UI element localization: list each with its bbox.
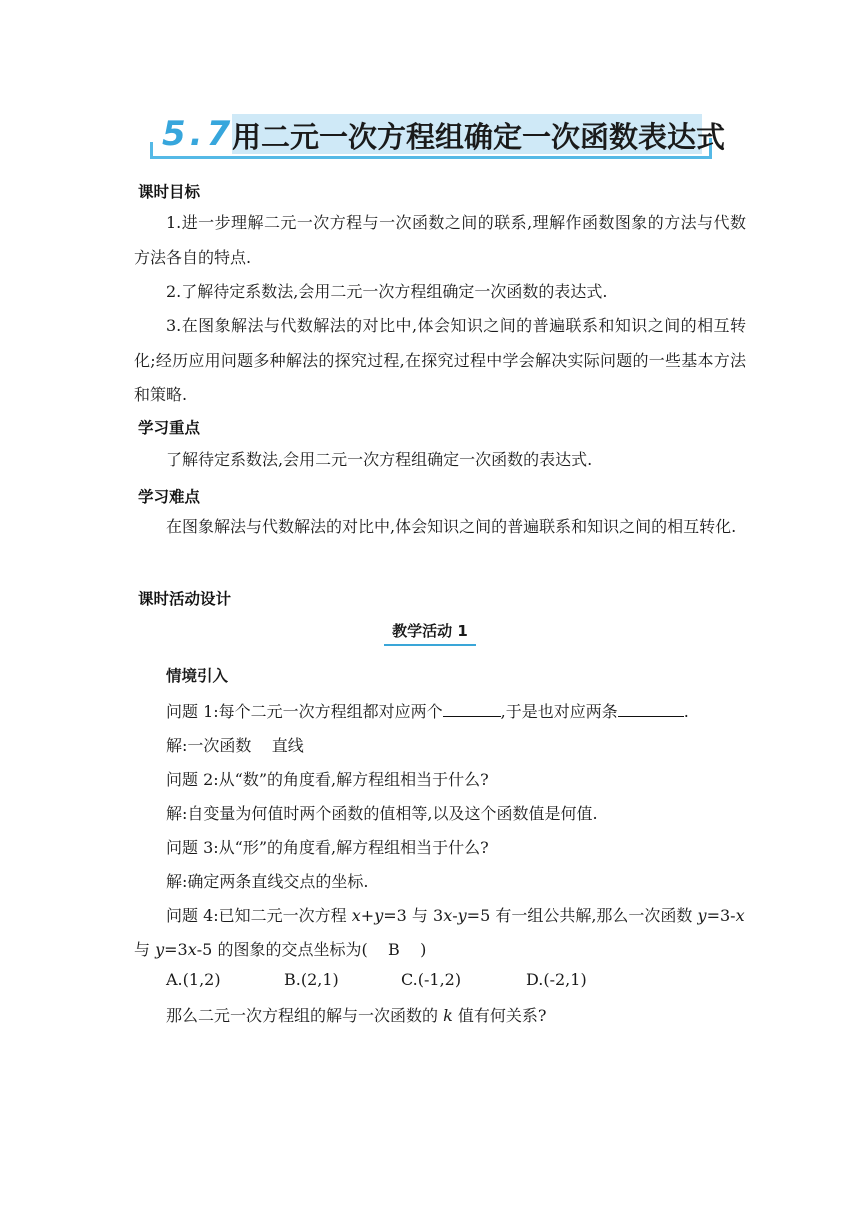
- question-4-line-2: [134, 937, 426, 960]
- design-heading: 课时活动设计: [138, 590, 232, 608]
- var-y: y: [697, 906, 707, 925]
- section-number: 5.7: [162, 114, 235, 154]
- final-question-part-a: 那么二元一次方程组的解与一次函数的: [166, 1006, 444, 1025]
- var-y: y: [374, 906, 384, 925]
- var-x: x: [735, 906, 745, 925]
- key-text: 了解待定系数法,会用二元一次方程组确定一次函数的表达式.: [166, 450, 593, 469]
- q4-op: -: [452, 906, 458, 925]
- var-k: k: [443, 1006, 453, 1025]
- option-a: A.(1,2): [166, 970, 221, 989]
- option-b: B.(2,1): [284, 970, 339, 989]
- final-question: [166, 1003, 546, 1026]
- var-y: y: [457, 906, 467, 925]
- question-1-end: .: [683, 702, 689, 721]
- q4-op: +: [360, 906, 375, 925]
- goal-2: 2.了解待定系数法,会用二元一次方程组确定一次函数的表达式.: [166, 282, 608, 301]
- question-1-part-a: 问题 1:每个二元一次方程组都对应两个: [166, 702, 443, 721]
- key-heading: 学习重点: [138, 419, 201, 437]
- page-title: 用二元一次方程组确定一次函数表达式: [232, 120, 726, 154]
- q4-text: -5 的图象的交点坐标为( B ): [196, 940, 427, 959]
- q4-text: =5 有一组公共解,那么一次函数: [466, 906, 698, 925]
- title-underline: [150, 156, 712, 159]
- answer-3: 解:确定两条直线交点的坐标.: [166, 872, 369, 891]
- difficulty-text: 在图象解法与代数解法的对比中,体会知识之间的普遍联系和知识之间的相互转化.: [166, 517, 737, 536]
- goals-heading: 课时目标: [138, 183, 201, 201]
- q4-text: 与: [134, 940, 156, 959]
- var-y: y: [155, 940, 165, 959]
- difficulty-heading: 学习难点: [138, 488, 201, 506]
- final-question-part-b: 值有何关系?: [452, 1006, 547, 1025]
- answer-blank: [618, 700, 684, 717]
- answer-1: 解:一次函数 直线: [166, 736, 304, 755]
- intro-heading: 情境引入: [166, 667, 229, 685]
- answer-blank: [443, 700, 501, 717]
- activity-underline: [384, 644, 476, 646]
- option-c: C.(-1,2): [401, 970, 462, 989]
- activity-label-text: 教学活动 1: [392, 622, 468, 640]
- goal-1: 1.进一步理解二元一次方程与一次函数之间的联系,理解作函数图象的方法与代数方法各自的特点.: [134, 213, 746, 267]
- title-bracket-left: [150, 142, 153, 159]
- q4-text: =3-: [706, 906, 736, 925]
- var-x: x: [187, 940, 197, 959]
- var-x: x: [351, 906, 361, 925]
- q4-text: =3: [164, 940, 188, 959]
- question-4-line-1: [166, 903, 745, 926]
- activity-label: [384, 620, 476, 646]
- question-2: 问题 2:从“数”的角度看,解方程组相当于什么?: [166, 770, 489, 789]
- question-1: [166, 699, 689, 722]
- question-1-part-b: ,于是也对应两条: [500, 702, 618, 721]
- goal-3: 3.在图象解法与代数解法的对比中,体会知识之间的普遍联系和知识之间的相互转化;经历应用问题多种解法的探究过程,在探究过程中学会解决实际问题的一些基本方法和策略.: [134, 316, 746, 404]
- chapter-title-banner: [150, 108, 726, 162]
- option-d: D.(-2,1): [526, 970, 587, 989]
- q4-text: =3 与 3: [383, 906, 444, 925]
- question-3: 问题 3:从“形”的角度看,解方程组相当于什么?: [166, 838, 489, 857]
- var-x: x: [443, 906, 453, 925]
- answer-2: 解:自变量为何值时两个函数的值相等,以及这个函数值是何值.: [166, 804, 598, 823]
- q4-text: 问题 4:已知二元一次方程: [166, 906, 352, 925]
